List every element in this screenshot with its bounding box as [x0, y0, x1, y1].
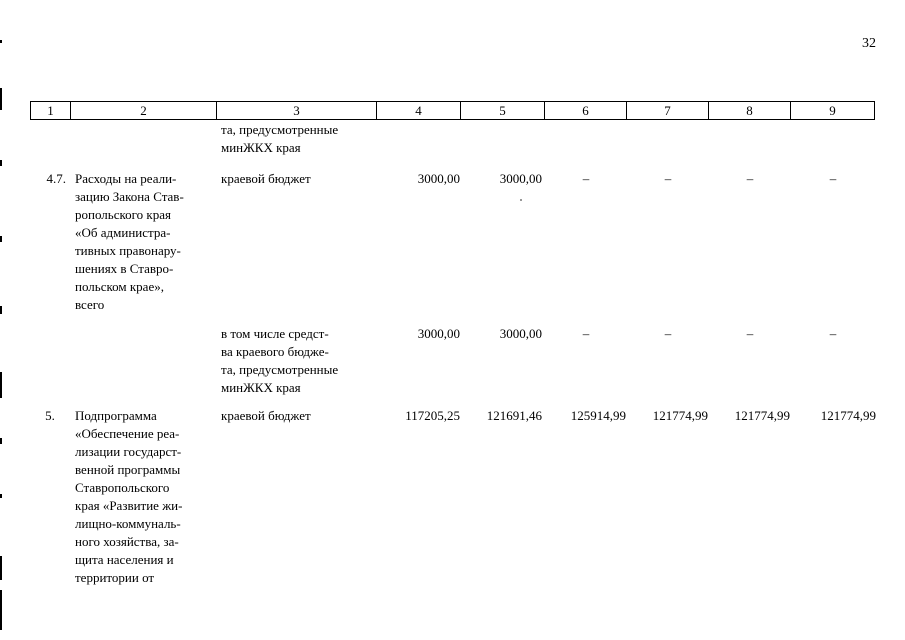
value-col-4: 117205,25	[405, 408, 460, 423]
value-col-9: 121774,99	[820, 408, 876, 423]
value-col-6: 125914,99	[570, 408, 626, 423]
scan-edge-mark	[0, 88, 2, 110]
value-col-4: 3000,00	[417, 326, 460, 341]
page-number: 32	[862, 36, 876, 51]
scan-edge-mark	[0, 160, 2, 166]
value-col-7: –	[664, 171, 672, 186]
funding-source: краевой бюджет	[221, 171, 311, 186]
column-number-9: 9	[791, 102, 875, 120]
column-number-5: 5	[461, 102, 545, 120]
scan-edge-mark	[0, 494, 2, 498]
scan-edge-mark	[0, 556, 2, 580]
value-col-5: 121691,46	[486, 408, 542, 423]
value-col-5: 3000,00	[499, 326, 542, 341]
value-col-4: 3000,00	[417, 171, 460, 186]
scan-edge-mark	[0, 306, 2, 314]
value-col-8: 121774,99	[734, 408, 790, 423]
value-col-6: –	[582, 171, 590, 186]
value-col-7: 121774,99	[652, 408, 708, 423]
scan-speck	[520, 199, 522, 201]
column-number-3: 3	[217, 102, 377, 120]
value-col-7: –	[664, 326, 672, 341]
scan-edge-mark	[0, 438, 2, 444]
row-title: Подпрограмма «Обеспечение реа- лизации государст- венной программы Ставропольского края «Развитие жи- лищно-коммуналь- ного хозяйства, за- щита населения и территории от	[75, 408, 183, 585]
column-number-1: 1	[31, 102, 71, 120]
column-number-8: 8	[709, 102, 791, 120]
row-number: 5.	[45, 408, 55, 423]
value-col-8: –	[746, 171, 754, 186]
row-number: 4.7.	[46, 171, 66, 186]
column-number-2: 2	[71, 102, 217, 120]
value-col-5: 3000,00	[499, 171, 542, 186]
column-number-7: 7	[627, 102, 709, 120]
column-number-4: 4	[377, 102, 461, 120]
continuation-funding-source: та, предусмотренные минЖКХ края	[221, 122, 339, 155]
value-col-9: –	[829, 326, 837, 341]
column-number-header	[30, 101, 875, 120]
value-col-8: –	[746, 326, 754, 341]
scan-edge-mark	[0, 372, 2, 398]
scan-edge-mark	[0, 590, 2, 630]
scan-edge-mark	[0, 236, 2, 242]
value-col-9: –	[829, 171, 837, 186]
column-number-6: 6	[545, 102, 627, 120]
value-col-6: –	[582, 326, 590, 341]
funding-source: краевой бюджет	[221, 408, 311, 423]
scan-edge-mark	[0, 40, 2, 43]
row-title: Расходы на реали- зацию Закона Став- ропольского края «Об администра- тивных правонару- шениях в Ставро- польском крае», всего	[75, 171, 184, 312]
funding-source: в том числе средст- ва краевого бюдже- та, предусмотренные минЖКХ края	[221, 326, 339, 395]
